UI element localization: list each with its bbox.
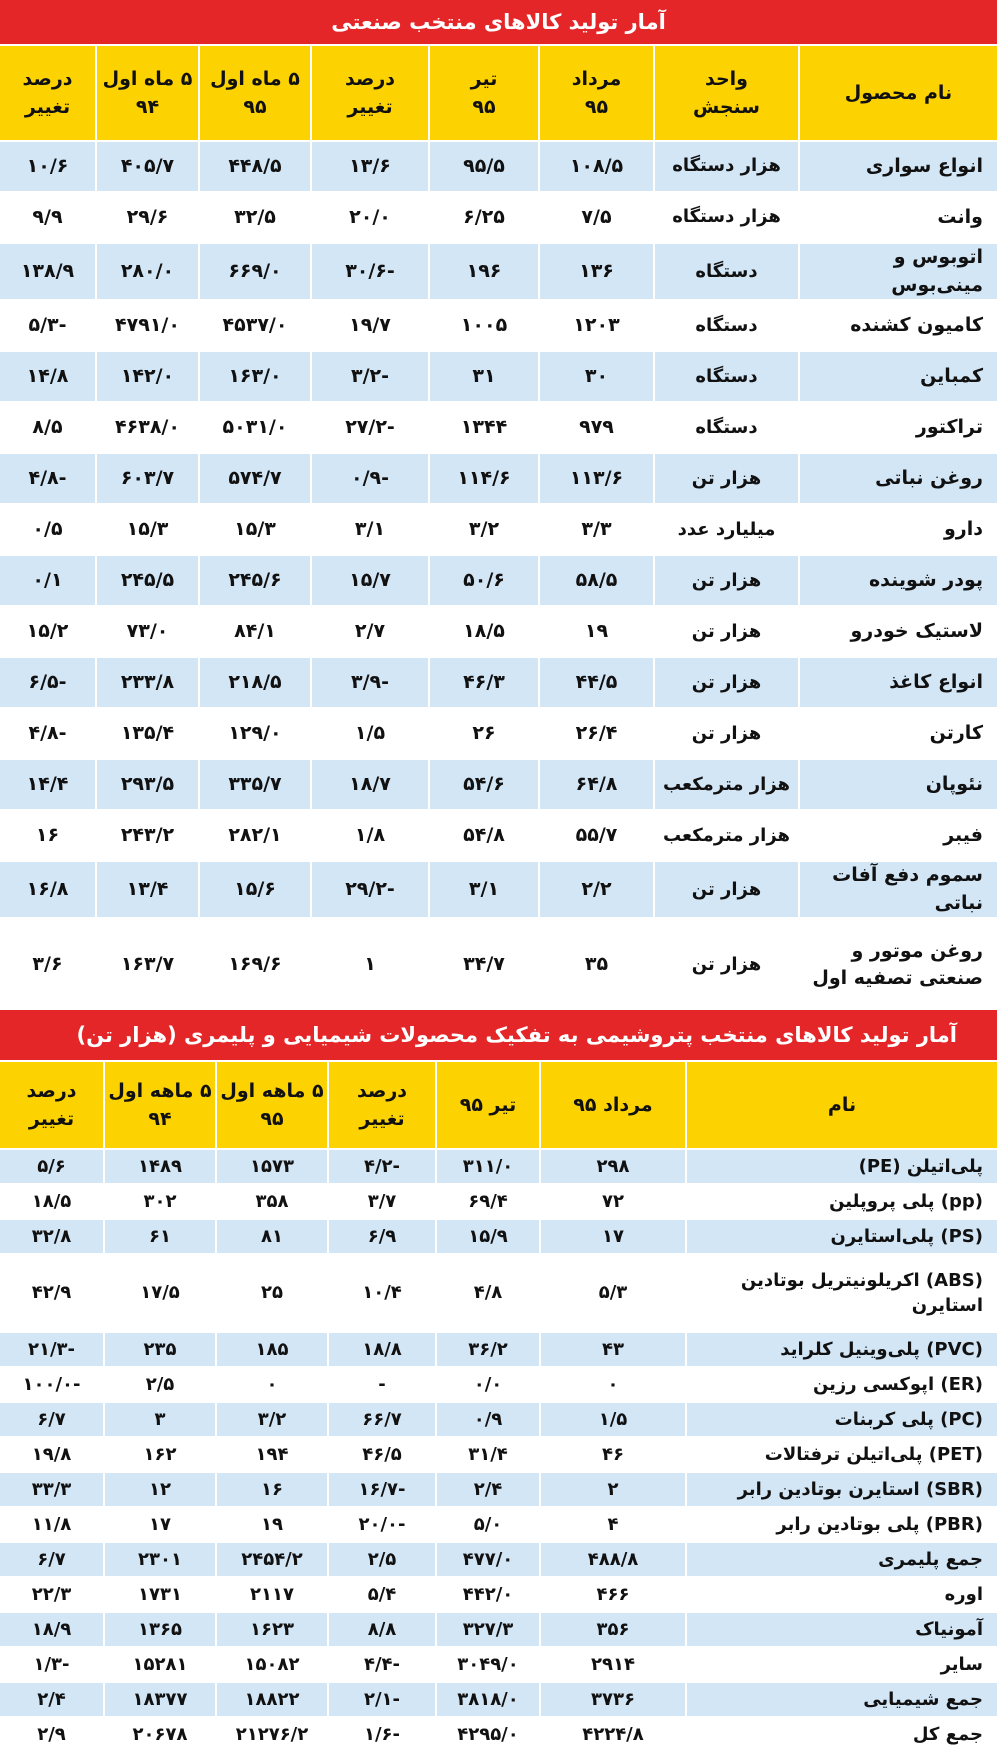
cell-tir-95: ۲۶: [428, 709, 538, 760]
cell-tir-95: ۰/۹: [435, 1403, 539, 1438]
table-row: [0, 1578, 997, 1613]
cell-tir-95: ۵/۰: [435, 1508, 539, 1543]
cell-product-name: آمونیاک: [685, 1613, 997, 1648]
table-row: [0, 142, 997, 193]
cell-5-months-94: ۷۳/۰: [95, 607, 198, 658]
cell-product-name: جمع کل: [685, 1718, 997, 1753]
cell-change-1: -۳/۹: [310, 658, 428, 709]
cell-mordad-95: ۲۹۸: [539, 1150, 685, 1185]
table-row: [0, 658, 997, 709]
header-5-months-95: ۵ ماه اول ۹۵: [198, 46, 310, 142]
table-row: [0, 1438, 997, 1473]
cell-change-1: -۴/۲: [327, 1150, 435, 1185]
table-row: [0, 403, 997, 454]
cell-product-name: (ABS) اکریلونیتریل بوتادین استایرن: [685, 1255, 997, 1333]
cell-mordad-95: ۴۳: [539, 1333, 685, 1368]
cell-unit: هزار مترمکعب: [653, 760, 798, 811]
cell-5-months-95: ۱۶۳/۰: [198, 352, 310, 403]
cell-5-months-95: ۱۹: [215, 1508, 327, 1543]
cell-change-2: ۱۶: [0, 811, 95, 862]
cell-change-2: -۱/۳: [0, 1648, 103, 1683]
cell-product-name: انواع سواری: [798, 142, 997, 193]
cell-change-2: ۶/۷: [0, 1403, 103, 1438]
petrochemical-table-title: آمار تولید کالاهای منتخب پتروشیمی به تفکیک محصولات شیمیایی و پلیمری (هزار تن): [0, 1010, 997, 1062]
table-row: [0, 1473, 997, 1508]
cell-unit: هزار تن: [653, 556, 798, 607]
cell-mordad-95: ۴۸۸/۸: [539, 1543, 685, 1578]
cell-5-months-94: ۱۳۶۵: [103, 1613, 215, 1648]
cell-tir-95: ۳۸۱۸/۰: [435, 1683, 539, 1718]
cell-tir-95: ۴۴۲/۰: [435, 1578, 539, 1613]
cell-unit: دستگاه: [653, 301, 798, 352]
cell-5-months-94: ۲۹۳/۵: [95, 760, 198, 811]
cell-5-months-94: ۱۷۳۱: [103, 1578, 215, 1613]
cell-product-name: اوره: [685, 1578, 997, 1613]
cell-product-name: سموم دفع آفات نباتی: [798, 862, 997, 919]
cell-tir-95: ۴۷۷/۰: [435, 1543, 539, 1578]
cell-unit: هزار تن: [653, 607, 798, 658]
table-row: [0, 919, 997, 1013]
cell-mordad-95: ۵۸/۵: [538, 556, 653, 607]
cell-change-2: -۲۱/۳: [0, 1333, 103, 1368]
cell-change-1: ۱۸/۸: [327, 1333, 435, 1368]
cell-product-name: روغن موتور و صنعتی تصفیه اول: [798, 919, 997, 1013]
cell-5-months-94: ۶۰۳/۷: [95, 454, 198, 505]
table-row: [0, 1648, 997, 1683]
table-row: [0, 709, 997, 760]
cell-unit: میلیارد عدد: [653, 505, 798, 556]
cell-mordad-95: ۱۹: [538, 607, 653, 658]
cell-change-2: -۴/۸: [0, 454, 95, 505]
cell-mordad-95: ۷۲: [539, 1185, 685, 1220]
cell-unit: هزار دستگاه: [653, 193, 798, 244]
cell-5-months-95: ۲۱۸/۵: [198, 658, 310, 709]
cell-change-2: ۱۱/۸: [0, 1508, 103, 1543]
header-mordad-95: مرداد ۹۵: [538, 46, 653, 142]
cell-change-2: ۲/۹: [0, 1718, 103, 1753]
table-row: [0, 1613, 997, 1648]
cell-change-1: -۲/۱: [327, 1683, 435, 1718]
cell-tir-95: ۶۹/۴: [435, 1185, 539, 1220]
cell-5-months-95: ۳۲/۵: [198, 193, 310, 244]
cell-5-months-95: ۱۶: [215, 1473, 327, 1508]
cell-change-1: ۱: [310, 919, 428, 1013]
header-mordad-95: مرداد ۹۵: [539, 1062, 685, 1150]
cell-change-2: ۲/۴: [0, 1683, 103, 1718]
cell-change-1: ۴۶/۵: [327, 1438, 435, 1473]
table-row: [0, 862, 997, 919]
cell-5-months-95: ۴۴۸/۵: [198, 142, 310, 193]
cell-5-months-95: ۴۵۳۷/۰: [198, 301, 310, 352]
cell-5-months-95: ۱۵۷۳: [215, 1150, 327, 1185]
table-row: [0, 607, 997, 658]
cell-change-2: ۶/۷: [0, 1543, 103, 1578]
cell-product-name: (SBR) استایرن بوتادین رابر: [685, 1473, 997, 1508]
cell-change-1: ۸/۸: [327, 1613, 435, 1648]
cell-mordad-95: ۲۹۱۴: [539, 1648, 685, 1683]
header-5-months-95: ۵ ماهه اول ۹۵: [215, 1062, 327, 1150]
cell-change-1: -۴/۴: [327, 1648, 435, 1683]
cell-unit: هزار مترمکعب: [653, 811, 798, 862]
cell-change-2: ۱۸/۵: [0, 1185, 103, 1220]
cell-change-2: ۵/۶: [0, 1150, 103, 1185]
cell-change-1: ۲۰/۰: [310, 193, 428, 244]
cell-mordad-95: ۱/۵: [539, 1403, 685, 1438]
cell-product-name: (PET) پلی‌اتیلن ترفتالات: [685, 1438, 997, 1473]
cell-mordad-95: ۴۶: [539, 1438, 685, 1473]
cell-change-2: ۱۴/۸: [0, 352, 95, 403]
cell-5-months-94: ۴۶۳۸/۰: [95, 403, 198, 454]
cell-unit: دستگاه: [653, 244, 798, 301]
header-tir-95: تیر ۹۵: [428, 46, 538, 142]
cell-mordad-95: ۴: [539, 1508, 685, 1543]
cell-product-name: (PC) پلی کربنات: [685, 1403, 997, 1438]
cell-tir-95: ۳/۱: [428, 862, 538, 919]
cell-5-months-94: ۱۸۳۷۷: [103, 1683, 215, 1718]
cell-5-months-94: ۱۲: [103, 1473, 215, 1508]
cell-mordad-95: ۱۱۳/۶: [538, 454, 653, 505]
cell-5-months-95: ۵۰۳۱/۰: [198, 403, 310, 454]
header-5-months-94: ۵ ماهه اول ۹۴: [103, 1062, 215, 1150]
header-change-1: درصد تغییر: [310, 46, 428, 142]
cell-mordad-95: ۱۳۶: [538, 244, 653, 301]
cell-change-2: ۰/۱: [0, 556, 95, 607]
table-row: [0, 760, 997, 811]
industrial-table-title: آمار تولید کالاهای منتخب صنعتی: [0, 0, 997, 46]
cell-5-months-95: ۲۵: [215, 1255, 327, 1333]
cell-change-1: ۱۳/۶: [310, 142, 428, 193]
cell-5-months-94: ۲۹/۶: [95, 193, 198, 244]
cell-change-2: ۱۶/۸: [0, 862, 95, 919]
cell-5-months-94: ۲۰۶۷۸: [103, 1718, 215, 1753]
cell-change-2: ۳۳/۳: [0, 1473, 103, 1508]
cell-product-name: کمباین: [798, 352, 997, 403]
table-row: [0, 352, 997, 403]
cell-change-1: ۱/۵: [310, 709, 428, 760]
cell-5-months-95: ۰: [215, 1368, 327, 1403]
cell-5-months-94: ۱۷: [103, 1508, 215, 1543]
table-row: [0, 505, 997, 556]
cell-mordad-95: ۴۴/۵: [538, 658, 653, 709]
cell-tir-95: ۰/۰: [435, 1368, 539, 1403]
cell-5-months-94: ۳: [103, 1403, 215, 1438]
cell-5-months-95: ۱۵/۳: [198, 505, 310, 556]
cell-product-name: روغن نباتی: [798, 454, 997, 505]
cell-mordad-95: ۳۵: [538, 919, 653, 1013]
cell-mordad-95: ۶۴/۸: [538, 760, 653, 811]
cell-5-months-95: ۳۵۸: [215, 1185, 327, 1220]
cell-tir-95: ۱۱۴/۶: [428, 454, 538, 505]
cell-change-1: -۲۰/۰: [327, 1508, 435, 1543]
table-header-row: [0, 46, 997, 142]
petrochemical-products-table: [0, 1062, 997, 1753]
cell-5-months-95: ۱۶۹/۶: [198, 919, 310, 1013]
cell-tir-95: ۱۳۴۴: [428, 403, 538, 454]
cell-change-1: ۶۶/۷: [327, 1403, 435, 1438]
cell-product-name: (PBR) پلی بوتادین رابر: [685, 1508, 997, 1543]
table-row: [0, 1718, 997, 1753]
cell-change-2: ۰/۵: [0, 505, 95, 556]
cell-tir-95: ۶/۲۵: [428, 193, 538, 244]
cell-unit: هزار دستگاه: [653, 142, 798, 193]
cell-5-months-94: ۲۳۳/۸: [95, 658, 198, 709]
cell-product-name: کامیون کشنده: [798, 301, 997, 352]
cell-change-2: ۱۰/۶: [0, 142, 95, 193]
header-change-2: درصد تغییر: [0, 1062, 103, 1150]
cell-change-2: -۶/۵: [0, 658, 95, 709]
header-tir-95: تیر ۹۵: [435, 1062, 539, 1150]
cell-tir-95: ۱۸/۵: [428, 607, 538, 658]
cell-change-2: ۳/۶: [0, 919, 95, 1013]
cell-unit: هزار تن: [653, 454, 798, 505]
cell-5-months-94: ۴۰۵/۷: [95, 142, 198, 193]
cell-5-months-94: ۱۳/۴: [95, 862, 198, 919]
cell-tir-95: ۴/۸: [435, 1255, 539, 1333]
table-row: [0, 1185, 997, 1220]
table-row: [0, 454, 997, 505]
table-row: [0, 1543, 997, 1578]
cell-product-name: وانت: [798, 193, 997, 244]
cell-product-name: (ER) اپوکسی رزین: [685, 1368, 997, 1403]
industrial-products-table: [0, 46, 997, 1013]
cell-5-months-94: ۱۴۸۹: [103, 1150, 215, 1185]
cell-change-1: ۲/۵: [327, 1543, 435, 1578]
cell-tir-95: ۳۰۴۹/۰: [435, 1648, 539, 1683]
cell-5-months-94: ۲/۵: [103, 1368, 215, 1403]
cell-change-1: ۲/۷: [310, 607, 428, 658]
cell-change-2: ۱۳۸/۹: [0, 244, 95, 301]
table-row: [0, 1150, 997, 1185]
cell-tir-95: ۳۲۷/۳: [435, 1613, 539, 1648]
header-name: نام: [685, 1062, 997, 1150]
header-change-1: درصد تغییر: [327, 1062, 435, 1150]
cell-change-2: -۱۰۰/۰: [0, 1368, 103, 1403]
cell-5-months-95: ۱۵/۶: [198, 862, 310, 919]
cell-change-1: ۱۹/۷: [310, 301, 428, 352]
cell-change-1: -۰/۹: [310, 454, 428, 505]
cell-change-2: ۴۲/۹: [0, 1255, 103, 1333]
cell-mordad-95: ۹۷۹: [538, 403, 653, 454]
cell-tir-95: ۵۴/۸: [428, 811, 538, 862]
cell-change-2: ۲۲/۳: [0, 1578, 103, 1613]
cell-5-months-94: ۱۶۲: [103, 1438, 215, 1473]
cell-5-months-94: ۶۱: [103, 1220, 215, 1255]
table-row: [0, 1368, 997, 1403]
table-row: [0, 556, 997, 607]
cell-mordad-95: ۲: [539, 1473, 685, 1508]
cell-5-months-95: ۳/۲: [215, 1403, 327, 1438]
table-row: [0, 1220, 997, 1255]
cell-5-months-94: ۱۴۲/۰: [95, 352, 198, 403]
cell-5-months-94: ۲۳۰۱: [103, 1543, 215, 1578]
cell-5-months-95: ۱۶۲۳: [215, 1613, 327, 1648]
cell-mordad-95: ۵/۳: [539, 1255, 685, 1333]
cell-tir-95: ۵۰/۶: [428, 556, 538, 607]
cell-tir-95: ۳۱: [428, 352, 538, 403]
table-row: [0, 1333, 997, 1368]
header-product-name: نام محصول: [798, 46, 997, 142]
table-row: [0, 811, 997, 862]
cell-5-months-95: ۱۵۰۸۲: [215, 1648, 327, 1683]
cell-change-1: -۱/۶: [327, 1718, 435, 1753]
cell-5-months-94: ۲۸۰/۰: [95, 244, 198, 301]
cell-5-months-94: ۲۳۵: [103, 1333, 215, 1368]
cell-tir-95: ۹۵/۵: [428, 142, 538, 193]
cell-tir-95: ۱۹۶: [428, 244, 538, 301]
cell-5-months-95: ۱۸۵: [215, 1333, 327, 1368]
cell-change-2: ۱۴/۴: [0, 760, 95, 811]
table-row: [0, 1683, 997, 1718]
cell-mordad-95: ۴۲۲۴/۸: [539, 1718, 685, 1753]
header-change-2: درصد تغییر: [0, 46, 95, 142]
header-5-months-94: ۵ ماه اول ۹۴: [95, 46, 198, 142]
cell-change-1: ۵/۴: [327, 1578, 435, 1613]
cell-mordad-95: ۳۵۶: [539, 1613, 685, 1648]
table-row: [0, 244, 997, 301]
cell-5-months-94: ۳۰۲: [103, 1185, 215, 1220]
cell-mordad-95: ۳/۳: [538, 505, 653, 556]
cell-5-months-95: ۲۱۱۷: [215, 1578, 327, 1613]
cell-unit: هزار تن: [653, 709, 798, 760]
cell-product-name: (pp) پلی پروپلین: [685, 1185, 997, 1220]
cell-change-1: -۱۶/۷: [327, 1473, 435, 1508]
cell-5-months-95: ۸۴/۱: [198, 607, 310, 658]
cell-change-1: ۶/۹: [327, 1220, 435, 1255]
cell-product-name: سایر: [685, 1648, 997, 1683]
cell-unit: دستگاه: [653, 352, 798, 403]
cell-product-name: لاستیک خودرو: [798, 607, 997, 658]
cell-mordad-95: ۵۵/۷: [538, 811, 653, 862]
cell-tir-95: ۴۶/۳: [428, 658, 538, 709]
cell-mordad-95: ۲/۲: [538, 862, 653, 919]
cell-product-name: پلی‌اتیلن (PE): [685, 1150, 997, 1185]
cell-mordad-95: ۳۷۳۶: [539, 1683, 685, 1718]
cell-product-name: تراکتور: [798, 403, 997, 454]
cell-5-months-95: ۱۸۸۲۲: [215, 1683, 327, 1718]
cell-change-2: -۵/۳: [0, 301, 95, 352]
cell-5-months-94: ۴۷۹۱/۰: [95, 301, 198, 352]
cell-tir-95: ۱۰۰۵: [428, 301, 538, 352]
table-row: [0, 1255, 997, 1333]
cell-change-2: ۸/۵: [0, 403, 95, 454]
table-header-row: [0, 1062, 997, 1150]
cell-tir-95: ۳۴/۷: [428, 919, 538, 1013]
cell-change-1: -۲۹/۲: [310, 862, 428, 919]
cell-change-1: ۱۰/۴: [327, 1255, 435, 1333]
cell-5-months-95: ۸۱: [215, 1220, 327, 1255]
cell-change-1: -۲۷/۲: [310, 403, 428, 454]
cell-change-2: ۱۸/۹: [0, 1613, 103, 1648]
cell-5-months-94: ۱۵/۳: [95, 505, 198, 556]
cell-5-months-95: ۱۹۴: [215, 1438, 327, 1473]
cell-product-name: نئوپان: [798, 760, 997, 811]
cell-5-months-95: ۳۳۵/۷: [198, 760, 310, 811]
cell-change-2: -۴/۸: [0, 709, 95, 760]
cell-change-1: ۱/۸: [310, 811, 428, 862]
petrochemical-products-section: [0, 1010, 997, 1753]
table-row: [0, 1508, 997, 1543]
cell-5-months-95: ۲۴۵۴/۲: [215, 1543, 327, 1578]
cell-change-2: ۹/۹: [0, 193, 95, 244]
cell-change-1: ۳/۱: [310, 505, 428, 556]
cell-5-months-94: ۱۳۵/۴: [95, 709, 198, 760]
cell-tir-95: ۲/۴: [435, 1473, 539, 1508]
cell-tir-95: ۳۱/۴: [435, 1438, 539, 1473]
cell-unit: دستگاه: [653, 403, 798, 454]
cell-change-1: -۳۰/۶: [310, 244, 428, 301]
cell-change-1: -۳/۲: [310, 352, 428, 403]
cell-product-name: کارتن: [798, 709, 997, 760]
cell-5-months-94: ۱۶۳/۷: [95, 919, 198, 1013]
table-row: [0, 193, 997, 244]
cell-5-months-94: ۲۴۵/۵: [95, 556, 198, 607]
cell-mordad-95: ۲۶/۴: [538, 709, 653, 760]
cell-product-name: انواع کاغذ: [798, 658, 997, 709]
cell-5-months-95: ۲۱۲۷۶/۲: [215, 1718, 327, 1753]
cell-5-months-94: ۱۵۲۸۱: [103, 1648, 215, 1683]
cell-tir-95: ۵۴/۶: [428, 760, 538, 811]
cell-product-name: فیبر: [798, 811, 997, 862]
cell-change-2: ۱۵/۲: [0, 607, 95, 658]
cell-5-months-95: ۶۶۹/۰: [198, 244, 310, 301]
cell-change-2: ۳۲/۸: [0, 1220, 103, 1255]
cell-tir-95: ۳۱۱/۰: [435, 1150, 539, 1185]
cell-product-name: پودر شوینده: [798, 556, 997, 607]
cell-product-name: جمع پلیمری: [685, 1543, 997, 1578]
cell-tir-95: ۳۶/۲: [435, 1333, 539, 1368]
cell-5-months-95: ۱۲۹/۰: [198, 709, 310, 760]
cell-mordad-95: ۱۷: [539, 1220, 685, 1255]
header-unit: واحد سنجش: [653, 46, 798, 142]
cell-unit: هزار تن: [653, 919, 798, 1013]
cell-product-name: اتوبوس و مینی‌بوس: [798, 244, 997, 301]
cell-5-months-95: ۵۷۴/۷: [198, 454, 310, 505]
cell-unit: هزار تن: [653, 862, 798, 919]
cell-unit: هزار تن: [653, 658, 798, 709]
cell-5-months-94: ۱۷/۵: [103, 1255, 215, 1333]
cell-product-name: (PVC) پلی‌وینیل کلراید: [685, 1333, 997, 1368]
cell-5-months-94: ۲۴۳/۲: [95, 811, 198, 862]
cell-change-1: ۱۵/۷: [310, 556, 428, 607]
cell-tir-95: ۱۵/۹: [435, 1220, 539, 1255]
cell-mordad-95: ۳۰: [538, 352, 653, 403]
cell-mordad-95: ۴۶۶: [539, 1578, 685, 1613]
table-row: [0, 1403, 997, 1438]
cell-product-name: جمع شیمیایی: [685, 1683, 997, 1718]
cell-5-months-95: ۲۸۲/۱: [198, 811, 310, 862]
cell-5-months-95: ۲۴۵/۶: [198, 556, 310, 607]
cell-mordad-95: ۰: [539, 1368, 685, 1403]
cell-change-1: ۳/۷: [327, 1185, 435, 1220]
cell-change-1: ۱۸/۷: [310, 760, 428, 811]
cell-change-2: ۱۹/۸: [0, 1438, 103, 1473]
cell-tir-95: ۳/۲: [428, 505, 538, 556]
cell-mordad-95: ۱۲۰۳: [538, 301, 653, 352]
cell-mordad-95: ۷/۵: [538, 193, 653, 244]
cell-product-name: دارو: [798, 505, 997, 556]
cell-mordad-95: ۱۰۸/۵: [538, 142, 653, 193]
cell-tir-95: ۴۲۹۵/۰: [435, 1718, 539, 1753]
cell-product-name: (PS) پلی‌استایرن: [685, 1220, 997, 1255]
table-row: [0, 301, 997, 352]
cell-change-1: -: [327, 1368, 435, 1403]
